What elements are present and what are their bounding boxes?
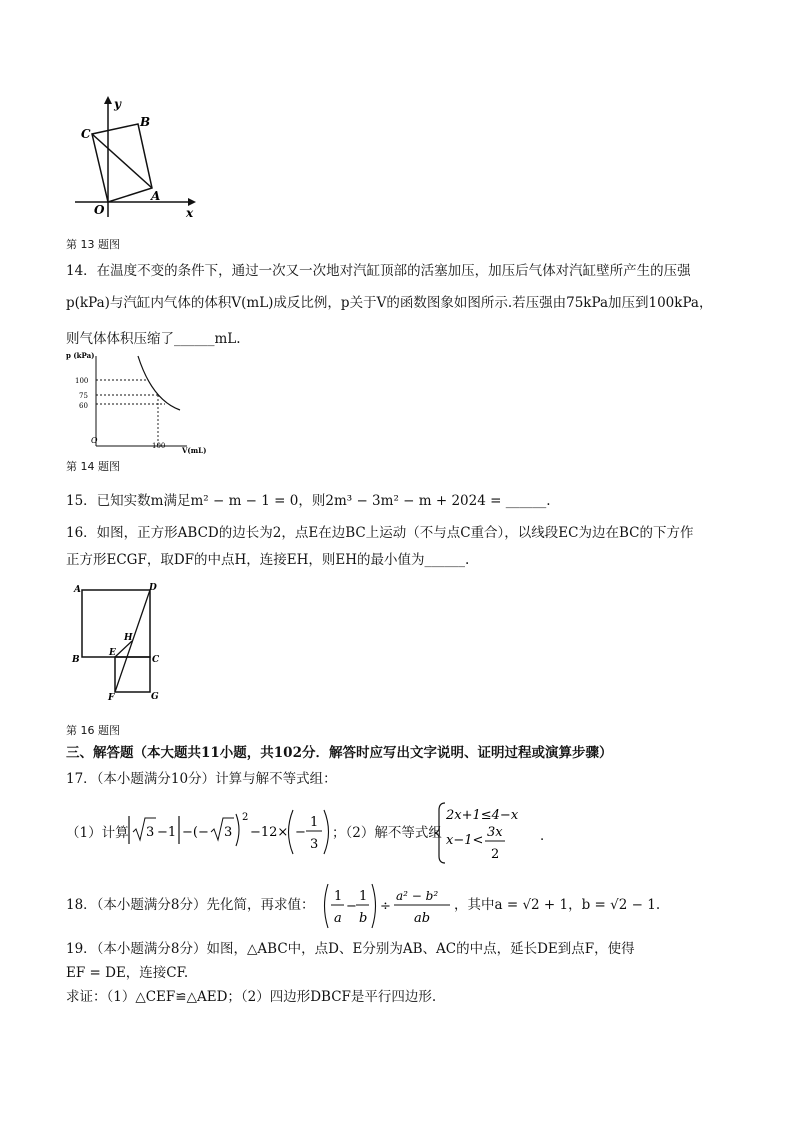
square-abcd (82, 590, 150, 657)
f3-den: ab (414, 911, 431, 926)
label-e: E (109, 648, 116, 658)
ineq2-den: 2 (491, 847, 500, 862)
q15-text: 15．已知实数m满足m² − m − 1 = 0，则2m³ − 3m² − m + 2024 = ______. (66, 493, 551, 509)
q17-intro: 17．（本小题满分10分）计算与解不等式组： (66, 771, 337, 787)
q17-system (434, 800, 554, 866)
label-c: C (152, 655, 160, 665)
fig14-caption: 第 14 题图 (66, 460, 120, 473)
tick-60: 60 (79, 402, 88, 410)
minus-12-times: −12× (250, 825, 289, 840)
neg-sign: − (295, 825, 306, 840)
inverse-curve (138, 356, 180, 410)
q18-suffix: ，其中a = √2 + 1，b = √2 − 1. (454, 897, 661, 913)
q19-line1: 19．（本小题满分8分）如图，△ABC中，点D、E分别为AB、AC的中点，延长DE到点F，使得 (66, 941, 635, 957)
fig16-caption: 第 16 题图 (66, 724, 120, 737)
q18-prefix: 18．（本小题满分8分）先化简，再求值： (66, 897, 315, 913)
label-g: G (151, 692, 159, 702)
label-a: A (151, 189, 161, 203)
f3-num: a² − b² (396, 889, 439, 903)
square-ecgf (115, 657, 150, 692)
q14-line2: p(kPa)与汽缸内气体的体积V(mL)成反比例，p关于V的函数图象如图所示.若压强由75kPa加压到100kPa， (66, 295, 713, 311)
frac-den: 3 (310, 837, 319, 852)
minus-neg-open: −(− (182, 825, 209, 840)
f2-den: b (359, 911, 368, 926)
label-h: H (124, 633, 133, 643)
fig13-caption: 第 13 题图 (66, 238, 120, 251)
q14-line1: 14．在温度不变的条件下，通过一次又一次地对汽缸顶部的活塞加压，加压后气体对汽缸壁所产生的压强 (66, 263, 691, 279)
f2-num: 1 (359, 889, 368, 904)
sqrt3-second: 3 (224, 825, 233, 840)
v-label: V(mL) (182, 446, 207, 455)
label-b: B (140, 115, 151, 129)
q17-part2-prefix: ；（2）解不等式组 (332, 825, 442, 841)
figure-14 (62, 350, 212, 456)
figure-16 (68, 580, 172, 704)
svg-text:−: − (346, 899, 357, 914)
label-d: D (149, 583, 157, 593)
figure-13 (70, 92, 210, 227)
q18-expression (322, 880, 454, 932)
sqrt3-value: 3 (146, 825, 155, 840)
section3-title: 三、解答题（本大题共11小题，共102分．解答时应写出文字说明、证明过程或演算步骤） (66, 745, 613, 761)
f1-num: 1 (334, 889, 343, 904)
origin: O (91, 436, 98, 445)
q19-line3: 求证：（1）△CEF≌△AED；（2）四边形DBCF是平行四边形. (66, 989, 437, 1005)
ineq2-num: 3x (487, 825, 503, 840)
q16-line2: 正方形ECGF，取DF的中点H，连接EH，则EH的最小值为______. (66, 552, 470, 568)
system-end: . (540, 829, 545, 844)
q17-expression (126, 806, 332, 862)
q16-line1: 16．如图，正方形ABCD的边长为2，点E在边BC上运动（不与点C重合），以线段EC为边在BC的下方作 (66, 525, 694, 541)
label-y: y (114, 97, 121, 111)
q14-line3: 则气体体积压缩了______mL. (66, 331, 241, 347)
label-x: x (186, 206, 194, 220)
div-sign: ÷ (380, 899, 391, 914)
ineq1: 2x+1≤4−x (446, 808, 519, 823)
minus-one: −1 (157, 825, 177, 840)
frac-num: 1 (310, 815, 319, 830)
tick-x100: 100 (152, 442, 166, 450)
quadrilateral-oabc (92, 124, 152, 202)
label-c: C (81, 127, 91, 141)
label-f: F (108, 693, 115, 703)
tick-75: 75 (79, 392, 88, 400)
tick-100: 100 (75, 377, 89, 385)
q17-part1-prefix: （1）计算 (66, 825, 129, 841)
x-arrow (188, 198, 196, 206)
label-o: O (94, 203, 105, 217)
label-a: A (74, 585, 81, 595)
label-b: B (72, 655, 80, 665)
exponent-2: 2 (242, 812, 249, 823)
y-arrow (104, 96, 112, 104)
diagonal-ca (92, 134, 152, 188)
q19-line2: EF = DE，连接CF. (66, 965, 189, 981)
f1-den: a (334, 911, 342, 926)
ineq2-lhs: x−1< (446, 833, 484, 848)
p-label: p (kPa) (66, 351, 95, 360)
